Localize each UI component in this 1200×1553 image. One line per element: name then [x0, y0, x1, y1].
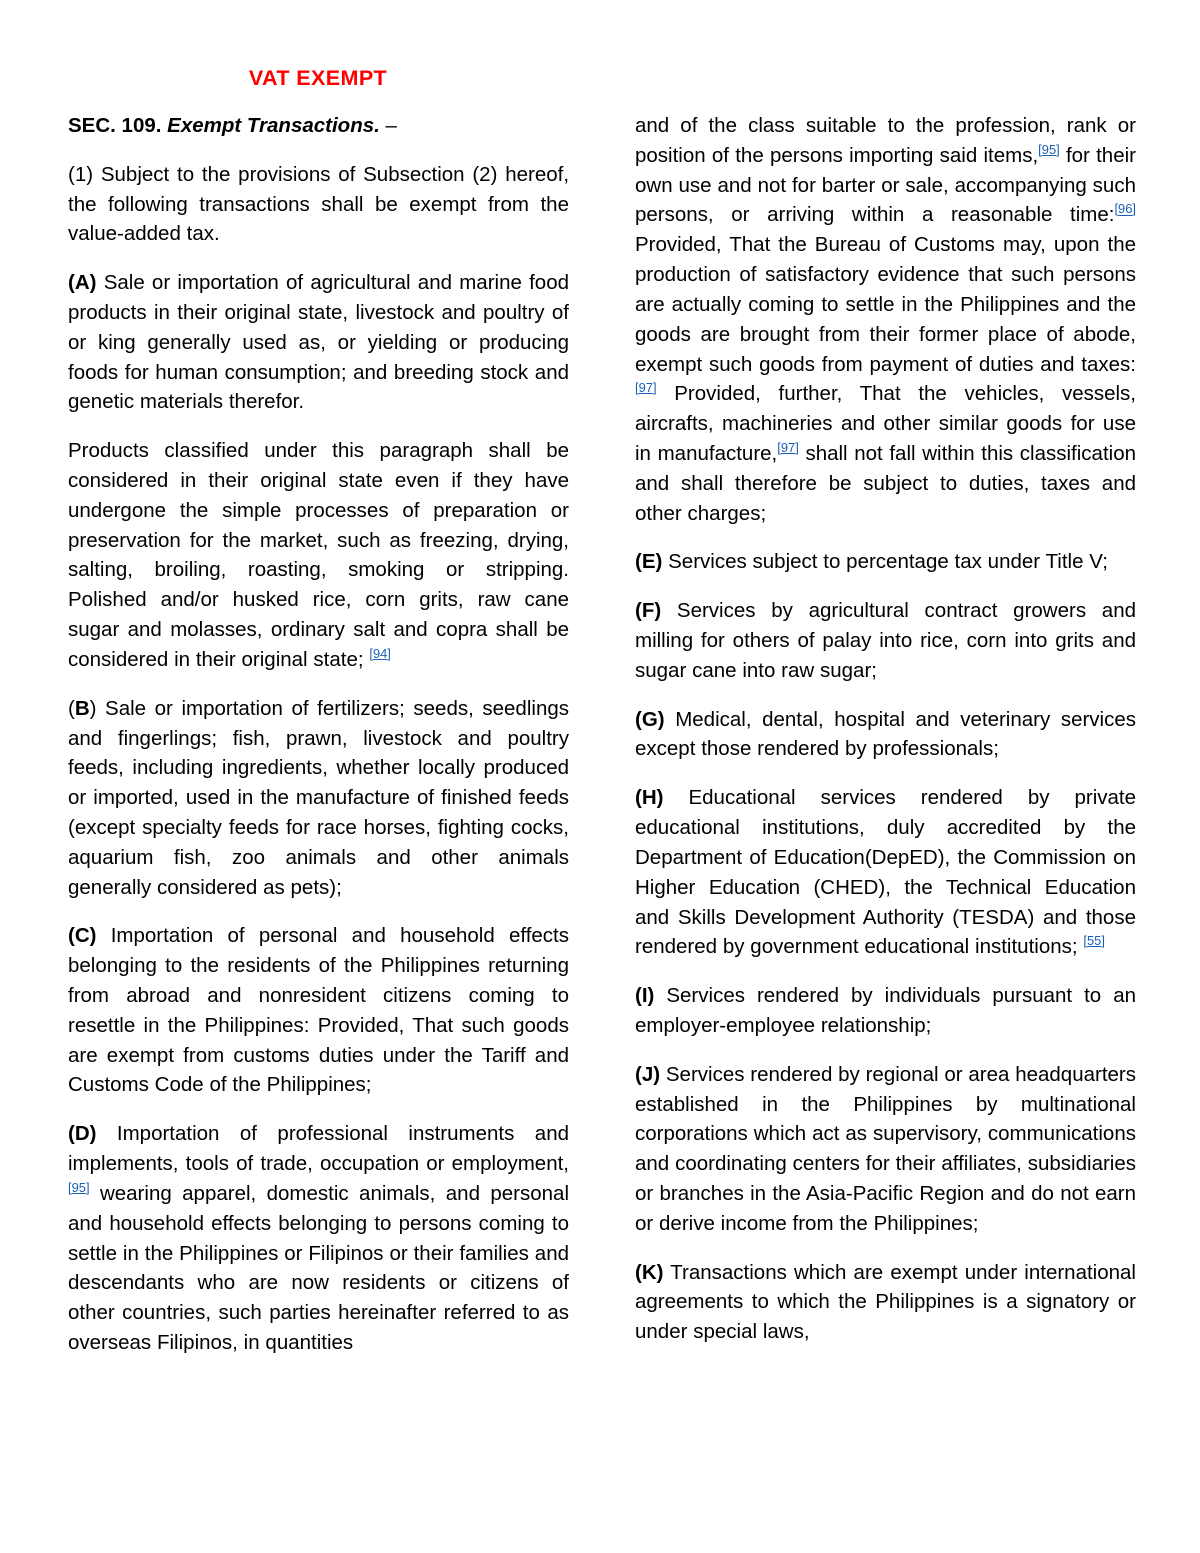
paragraph-label: (I)	[635, 984, 655, 1008]
paragraph-text: Provided, further, That the vehicles, vessels, aircrafts, machineries and other similar goods for use in manufacture,	[635, 382, 1137, 465]
footnote-marker-95[interactable]: [95]	[1038, 141, 1060, 157]
paragraph-text: Services subject to percentage tax under Title V;	[668, 550, 1108, 574]
paragraph-j	[635, 1060, 1136, 1239]
section-heading	[68, 111, 569, 141]
footnote-marker-97b[interactable]: [97]	[777, 440, 799, 456]
paragraph-label: (F)	[635, 599, 662, 623]
footnote-marker-95[interactable]: [95]	[68, 1180, 90, 1196]
paragraph-label: (1)	[68, 162, 94, 186]
paragraph-text: and of the class suitable to the profession, rank or position of the persons importing said items,	[635, 114, 1136, 167]
paragraph-text: Services by agricultural contract growers and milling for others of palay into rice, corn into grits and sugar cane into raw sugar;	[635, 599, 1137, 682]
footnote-number: 95	[1041, 141, 1057, 157]
section-dash: –	[385, 114, 397, 137]
paragraph-label: (K)	[635, 1260, 664, 1284]
paragraph-text: Provided, That the Bureau of Customs may, upon the production of satisfactory evidence that such persons are actually coming to settle in the Philippines and the goods are brought from their former place of abode, exempt such goods from payment of duties and taxes:	[635, 233, 1136, 376]
paragraph-text: Services rendered by individuals pursuant to an employer-employee relationship;	[635, 984, 1137, 1037]
footnote-marker-94[interactable]: [94]	[369, 646, 391, 662]
paragraph-label: (D)	[68, 1122, 97, 1146]
paragraph-label: (C)	[68, 924, 97, 948]
paragraph-c	[68, 921, 569, 1100]
paragraph-label: (H)	[635, 786, 664, 810]
paragraph-k	[635, 1258, 1136, 1347]
paragraph-text: shall not fall within this classification and shall therefore be subject to duties, taxes and other charges;	[635, 441, 1137, 525]
paragraph-1	[68, 160, 569, 249]
footnote-number: 95	[71, 1180, 86, 1196]
paragraph-text: Importation of professional instruments and implements, tools of trade, occupation or employment,	[68, 1122, 569, 1176]
footnote-marker-96[interactable]: [96]	[1114, 201, 1136, 217]
footnote-marker-97[interactable]: [97]	[635, 380, 657, 396]
paragraph-a-continued	[68, 436, 569, 675]
footnote-number: 94	[372, 646, 388, 662]
page-title: VAT EXEMPT	[248, 66, 388, 90]
paragraph-text: for their own use and not for barter or sale, accompanying such persons, or arriving within a reasonable time:	[635, 143, 1136, 227]
right-column	[635, 111, 1136, 1358]
paragraph-text: Sale or importation of fertilizers; seeds, seedlings and fingerlings; fish, prawn, livestock and poultry feeds, including ingredients, whether locally produced or imported, used in the manufacture of finished feeds (except specialty feeds for race horses, fighting cocks, aquarium fish, zoo animals and other animals generally considered as pets);	[68, 696, 569, 899]
paragraph-label: (G)	[635, 707, 665, 731]
paragraph-label: (J)	[635, 1062, 661, 1086]
left-column	[68, 111, 569, 1358]
paragraph-text: Educational services rendered by private educational institutions, duly accredited by the Department of Education(DepED), the Commission on Higher Education (CHED), the Technical Education and Skills Development Authority (TESDA) and those rendered by government educational institutions;	[635, 786, 1136, 959]
paragraph-label: (E)	[635, 550, 663, 574]
paragraph-text: Products classified under this paragraph shall be considered in their original state even if they have undergone the simple processes of preparation or preservation for the market, such as freezing, drying, salting, broiling, roasting, smoking or stripping. Polished and/or husked rice, corn grits, raw cane sugar and molasses, ordinary salt and copra shall be considered in their original state;	[68, 439, 569, 671]
paragraph-g	[635, 705, 1136, 765]
footnote-number: 97	[780, 440, 796, 456]
paragraph-d	[68, 1119, 569, 1358]
footnote-marker-55[interactable]: [55]	[1083, 933, 1105, 949]
paragraph-text: Importation of personal and household effects belonging to the residents of the Philippines returning from abroad and nonresident citizens coming to resettle in the Philippines: Provided, That such goods are exempt from customs duties under the Tariff and Customs Code of the Philippines;	[68, 924, 569, 1097]
footnote-number: 55	[1086, 933, 1102, 949]
paragraph-i	[635, 981, 1136, 1041]
paragraph-text-continued: wearing apparel, domestic animals, and personal and household effects belonging to persons coming to settle in the Philippines or Filipinos or their families and descendants who are now residents or citizens of other countries, such parties hereinafter referred to as overseas Filipinos, in quantities	[68, 1181, 570, 1354]
paragraph-f	[635, 596, 1136, 685]
two-column-body	[68, 111, 1144, 1358]
paragraph-h	[635, 783, 1136, 962]
footnote-number: 96	[1118, 201, 1133, 217]
paragraph-e	[635, 547, 1136, 577]
footnote-number: 97	[638, 380, 653, 396]
section-number: SEC. 109.	[68, 114, 162, 137]
paragraph-label: (B)	[68, 696, 97, 720]
paragraph-label-letter: B	[74, 696, 90, 720]
paragraph-text: Subject to the provisions of Subsection (2) hereof, the following transactions shall be exempt from the value-added tax.	[68, 162, 570, 246]
paragraph-d-continued	[635, 111, 1136, 528]
paragraph-text: Transactions which are exempt under international agreements to which the Philippines is a signatory or under special laws,	[635, 1260, 1136, 1344]
paragraph-text: Medical, dental, hospital and veterinary services except those rendered by professionals;	[635, 707, 1136, 761]
paragraph-text: Services rendered by regional or area headquarters established in the Philippines by multinational corporations which act as supervisory, communications and coordinating centers for their affiliates, subsidiaries or branches in the Asia-Pacific Region and do not earn or derive income from the Philippines;	[635, 1062, 1136, 1235]
section-name: Exempt Transactions.	[167, 114, 380, 137]
paragraph-text: Sale or importation of agricultural and marine food products in their original state, livestock and poultry of or king generally used as, or yielding or producing foods for human consumption; and breeding stock and genetic materials therefor.	[68, 271, 569, 414]
paragraph-label: (A)	[68, 271, 97, 295]
paragraph-a	[68, 268, 569, 417]
paragraph-b	[68, 694, 569, 903]
